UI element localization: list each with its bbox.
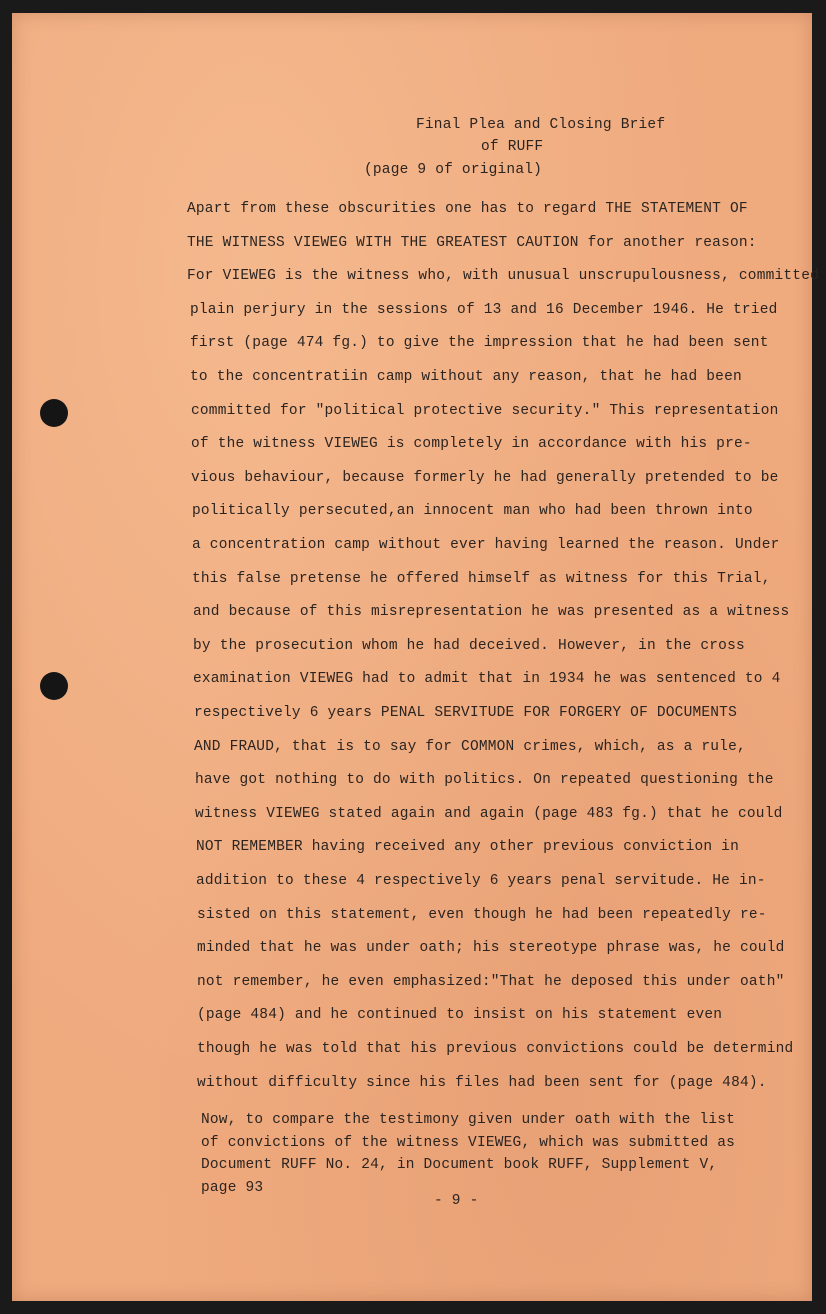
body-line: examination VIEWEG had to admit that in 1934 he was sentenced to 4 [193, 671, 781, 687]
body-line: plain perjury in the sessions of 13 and 16 December 1946. He tried [190, 302, 778, 318]
document-page [12, 13, 820, 1301]
body-line: page 93 [201, 1180, 264, 1196]
body-line: a concentration camp without ever having learned the reason. Under [192, 537, 780, 553]
body-line: committed for "political protective security." This representation [191, 403, 779, 419]
body-line: addition to these 4 respectively 6 years penal servitude. He in- [196, 873, 766, 889]
body-line: sisted on this statement, even though he had been repeatedly re- [197, 907, 767, 923]
body-line: have got nothing to do with politics. On repeated questioning the [195, 772, 774, 788]
body-line: THE WITNESS VIEWEG WITH THE GREATEST CAUTION for another reason: [187, 235, 757, 251]
body-line: though he was told that his previous convictions could be determind [197, 1041, 794, 1057]
body-line: without difficulty since his files had been sent for (page 484). [197, 1075, 767, 1091]
body-line: AND FRAUD, that is to say for COMMON crimes, which, as a rule, [194, 739, 746, 755]
body-line: and because of this misrepresentation he was presented as a witness [193, 604, 790, 620]
body-line: politically persecuted,an innocent man who had been thrown into [192, 503, 753, 519]
body-line: of convictions of the witness VIEWEG, which was submitted as [201, 1135, 736, 1151]
body-line: not remember, he even emphasized:"That he deposed this under oath" [197, 974, 785, 990]
body-line: witness VIEWEG stated again and again (page 483 fg.) that he could [195, 806, 783, 822]
body-line: Apart from these obscurities one has to regard THE STATEMENT OF [187, 201, 748, 217]
document-title: Final Plea and Closing Brief [416, 117, 666, 133]
body-line: this false pretense he offered himself as witness for this Trial, [192, 571, 771, 587]
body-line: Now, to compare the testimony given under oath with the list [201, 1112, 736, 1128]
body-line: vious behaviour, because formerly he had generally pretended to be [191, 470, 779, 486]
document-subtitle: of RUFF [481, 139, 544, 155]
body-line: Document RUFF No. 24, in Document book RUFF, Supplement V, [201, 1157, 718, 1173]
original-page-reference: (page 9 of original) [364, 162, 543, 178]
body-line: respectively 6 years PENAL SERVITUDE FOR FORGERY OF DOCUMENTS [194, 705, 737, 721]
body-line: minded that he was under oath; his stereotype phrase was, he could [197, 940, 785, 956]
body-line: by the prosecution whom he had deceived. However, in the cross [193, 638, 745, 654]
page-number: - 9 - [434, 1193, 479, 1209]
punch-hole [40, 399, 68, 427]
body-line: (page 484) and he continued to insist on his statement even [197, 1007, 723, 1023]
body-line: NOT REMEMBER having received any other previous conviction in [196, 839, 739, 855]
punch-hole [40, 672, 68, 700]
body-line: to the concentratiin camp without any reason, that he had been [190, 369, 742, 385]
body-line: of the witness VIEWEG is completely in accordance with his pre- [191, 436, 752, 452]
body-line: For VIEWEG is the witness who, with unusual unscrupulousness, committed [187, 268, 820, 284]
body-line: first (page 474 fg.) to give the impression that he had been sent [190, 335, 769, 351]
